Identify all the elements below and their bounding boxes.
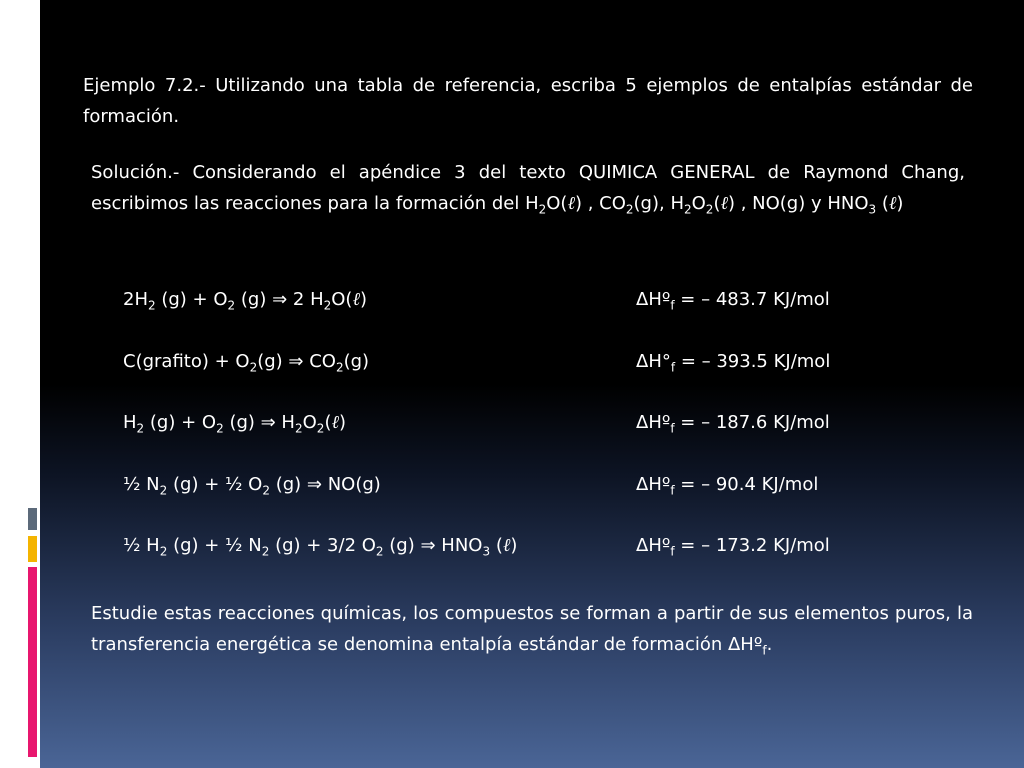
decor-bar-yellow <box>28 536 37 562</box>
decor-bar-pink <box>28 567 37 757</box>
reaction-5-equation: ½ $H_2$ (g) + ½ $N_2$ (g) + 3/2 $O_2$ (g) ⇒ $HNO_3$ (ℓ) <box>123 535 518 559</box>
decor-bar-gray <box>28 508 37 530</box>
reaction-2-equation: C(grafito) + $O_2(g)$ ⇒ $CO_2(g)$ <box>123 351 370 375</box>
reaction-1-equation: $2H_2$ $(g) + O_2$ (g) ⇒ 2 $H_2O(\ell)$ <box>123 289 367 313</box>
exercise-statement: Ejemplo 7.2.- Utilizando una tabla de referencia, escriba 5 ejemplos de entalpías estándar de formación. <box>83 75 973 127</box>
reaction-1-enthalpy: ΔHº$_f$ = – 483.7 KJ/mol <box>636 289 830 313</box>
reaction-3-enthalpy: ΔHº$_f$ = – 187.6 KJ/mol <box>636 412 830 436</box>
reaction-2-enthalpy: $\Delta H^\circ_f$ = – 393.5 KJ/mol <box>636 351 831 375</box>
reaction-4-enthalpy: ΔHº$_f$ = – 90.4 KJ/mol <box>636 474 819 498</box>
reaction-4-equation: ½ $N_2$ (g) + ½ $O_2$ (g) ⇒ NO(g) <box>123 474 381 498</box>
reaction-5-enthalpy: ΔHº$_f$ = – 173.2 KJ/mol <box>636 535 830 559</box>
conclusion-paragraph: Estudie estas reacciones químicas, los compuestos se forman a partir de sus elementos puros, la transferencia energética se denomina entalpía estándar de formación ΔHº$_f$. <box>91 603 973 658</box>
solution-paragraph: Solución.- Considerando el apéndice 3 del texto QUIMICA GENERAL de Raymond Chang, escribimos las reacciones para la formación del $H_2O(\ell)$ , $CO_2(g)$, $H_2O_2(\ell)$ , NO(g) y $HNO_3$ (ℓ) <box>91 162 965 217</box>
reaction-3-equation: $H_2$ $(g) + O_2$ (g) ⇒ $H_2O_2(\ell)$ <box>123 412 346 436</box>
